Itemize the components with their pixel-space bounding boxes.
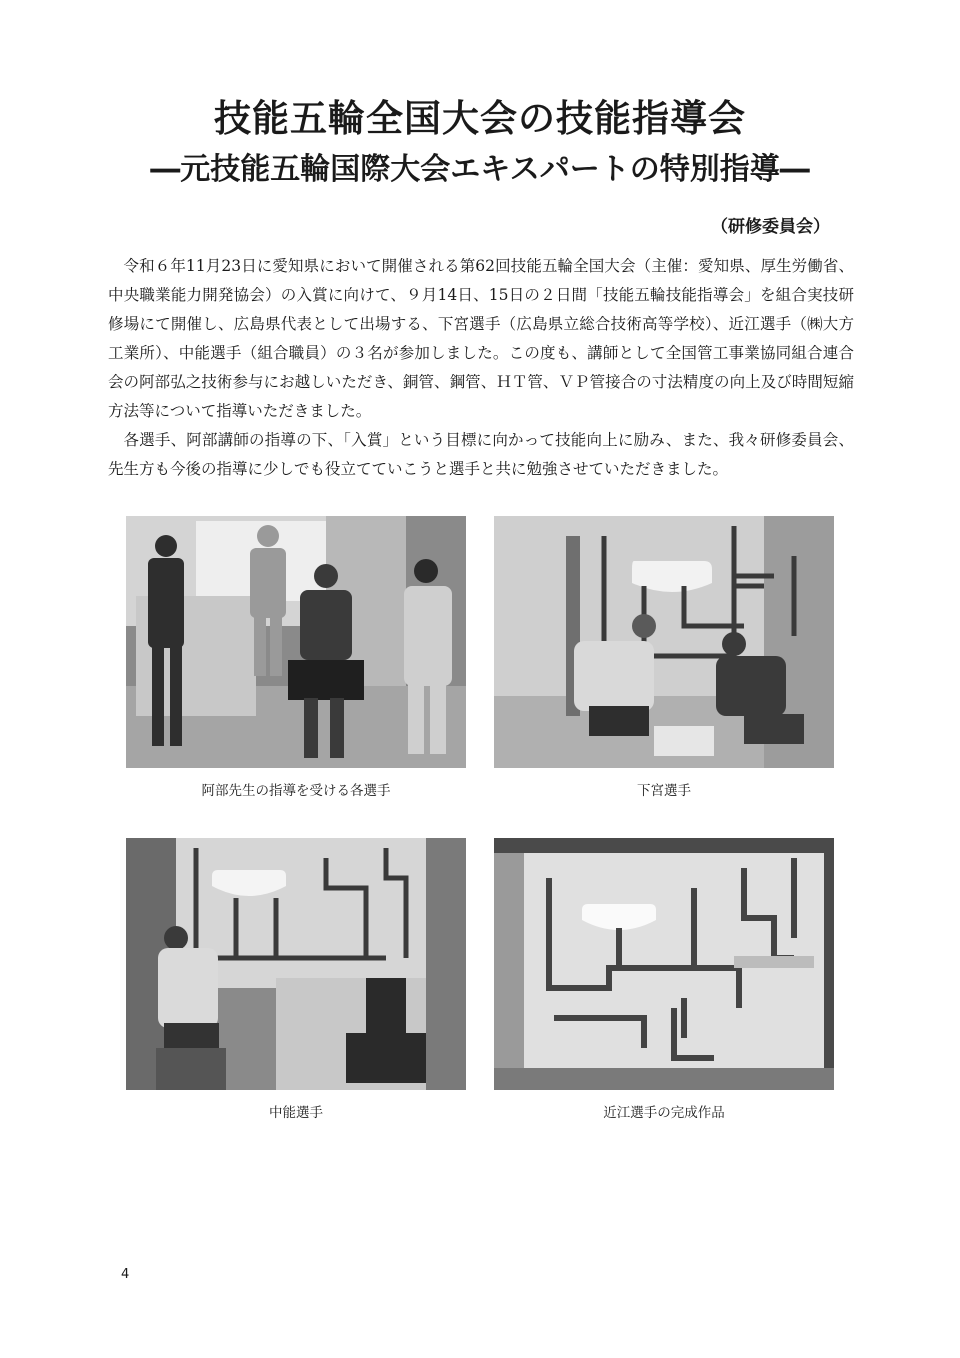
photo-caption: 中能選手 <box>269 1105 323 1121</box>
article-subtitle: ―元技能五輪国際大会エキスパートの特別指導― <box>150 152 810 187</box>
article-title: 技能五輪全国大会の技能指導会 <box>214 97 746 140</box>
paragraph: 各選手、阿部講師の指導の下、「入賞」という目標に向かって技能向上に励み、また、我々研修委員会、先生方も今後の指導に少しでも役立てていこうと選手と共に勉強させていただきました。 <box>108 431 854 478</box>
paragraph: 令和６年11月23日に愛知県において開催される第62回技能五輪全国大会（主催：愛知県、厚生労働省、中央職業能力開発協会）の入賞に向けて、９月14日、15日の２日間「技能五輪技能指導会」を組合実技研修場にて開催し、広島県代表として出場する、下宮選手（広島県立総合技術高等学校）、近江選手（㈱大方工業所）、中能選手（組合職員）の３名が参加しました。この度も、講師として全国管工事業協同組合連合会の阿部弘之技術参与にお越しいただき、銅管、鋼管、ＨＴ管、ＶＰ管接合の寸法精度の向上及び時間短縮方法等について指導いただきました。 <box>108 257 854 420</box>
photo-caption: 阿部先生の指導を受ける各選手 <box>201 783 391 799</box>
photo-caption: 近江選手の完成作品 <box>603 1105 725 1121</box>
article-body <box>108 252 854 484</box>
page-number: 4 <box>121 1267 130 1282</box>
photo-trainee-shimomiya <box>494 516 834 768</box>
photo-trainee-nakano <box>126 838 466 1090</box>
article-author: （研修委員会） <box>711 217 830 237</box>
photo-omi-completed-work <box>494 838 834 1090</box>
photo-caption: 下宮選手 <box>637 783 691 799</box>
photo-instructor-with-trainees <box>126 516 466 768</box>
